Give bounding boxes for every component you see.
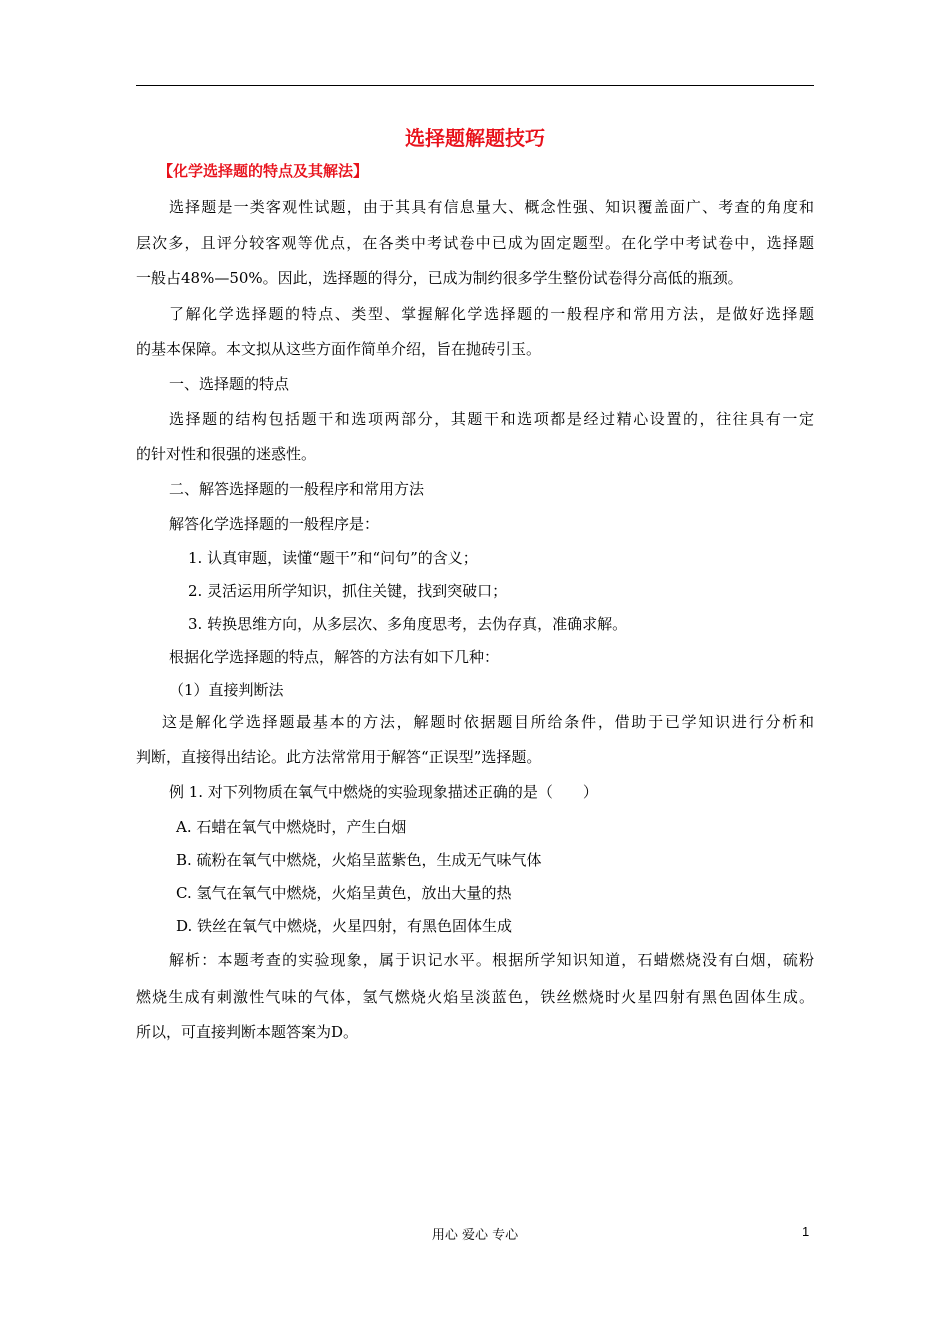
procedure-step-2: 2. 灵活运用所学知识，抓住关键，找到突破口；: [188, 582, 508, 600]
methods-intro: 根据化学选择题的特点，解答的方法有如下几种：: [169, 648, 500, 666]
method1-body-line2: 判断，直接得出结论。此方法常常用于解答“正误型”选择题。: [136, 748, 542, 766]
example1-option-d: D. 铁丝在氧气中燃烧，火星四射，有黑色固体生成: [176, 917, 513, 935]
section1-heading: 一、选择题的特点: [169, 375, 290, 393]
section2-heading: 二、解答选择题的一般程序和常用方法: [169, 480, 425, 498]
example1-option-c: C. 氢气在氧气中燃烧，火焰呈黄色，放出大量的热: [176, 884, 512, 902]
method1-body-line1: 这是解化学选择题最基本的方法，解题时依据题目所给条件，借助于已学知识进行分析和: [162, 713, 814, 731]
intro-p2-line1: 了解化学选择题的特点、类型、掌握解化学选择题的一般程序和常用方法，是做好选择题: [169, 305, 814, 323]
section-subtitle: 【化学选择题的特点及其解法】: [158, 162, 369, 180]
section1-body-line2: 的针对性和很强的迷惑性。: [136, 445, 317, 463]
example1-option-b: B. 硫粉在氧气中燃烧，火焰呈蓝紫色，生成无气味气体: [176, 851, 542, 869]
example1-analysis-line2: 燃烧生成有刺激性气味的气体，氢气燃烧火焰呈淡蓝色，铁丝燃烧时火星四射有黑色固体生成。: [136, 988, 814, 1006]
procedure-intro: 解答化学选择题的一般程序是：: [169, 515, 380, 533]
example1-analysis-line3: 所以，可直接判断本题答案为D。: [136, 1023, 359, 1041]
procedure-step-1: 1. 认真审题，读懂“题干”和“问句”的含义；: [188, 549, 478, 567]
example1-option-a: A. 石蜡在氧气中燃烧时，产生白烟: [176, 818, 407, 836]
page-footer: 用心 爱心 专心: [431, 1228, 519, 1243]
intro-p1-line3: 一般占48%—50%。因此，选择题的得分，已成为制约很多学生整份试卷得分高低的瓶颈。: [136, 269, 743, 287]
section1-body-line1: 选择题的结构包括题干和选项两部分，其题干和选项都是经过精心设置的，往往具有一定: [169, 410, 814, 428]
header-rule: [136, 85, 814, 86]
intro-p1-line1: 选择题是一类客观性试题，由于其具有信息量大、概念性强、知识覆盖面广、考查的角度和: [169, 198, 814, 216]
example1-analysis-line1: 解析：本题考查的实验现象，属于识记水平。根据所学知识知道，石蜡燃烧没有白烟，硫粉: [169, 951, 814, 969]
intro-p2-line2: 的基本保障。本文拟从这些方面作简单介绍，旨在抛砖引玉。: [136, 340, 542, 358]
page-title: 选择题解题技巧: [405, 126, 545, 150]
intro-p1-line2: 层次多，且评分较客观等优点，在各类中考试卷中已成为固定题型。在化学中考试卷中，选择题: [136, 234, 814, 252]
page-number: 1: [802, 1224, 810, 1239]
procedure-step-3: 3. 转换思维方向，从多层次、多角度思考，去伪存真，准确求解。: [188, 615, 628, 633]
example1-question: 例 1. 对下列物质在氧气中燃烧的实验现象描述正确的是（ ）: [169, 783, 598, 801]
method1-heading: （1）直接判断法: [169, 681, 284, 699]
